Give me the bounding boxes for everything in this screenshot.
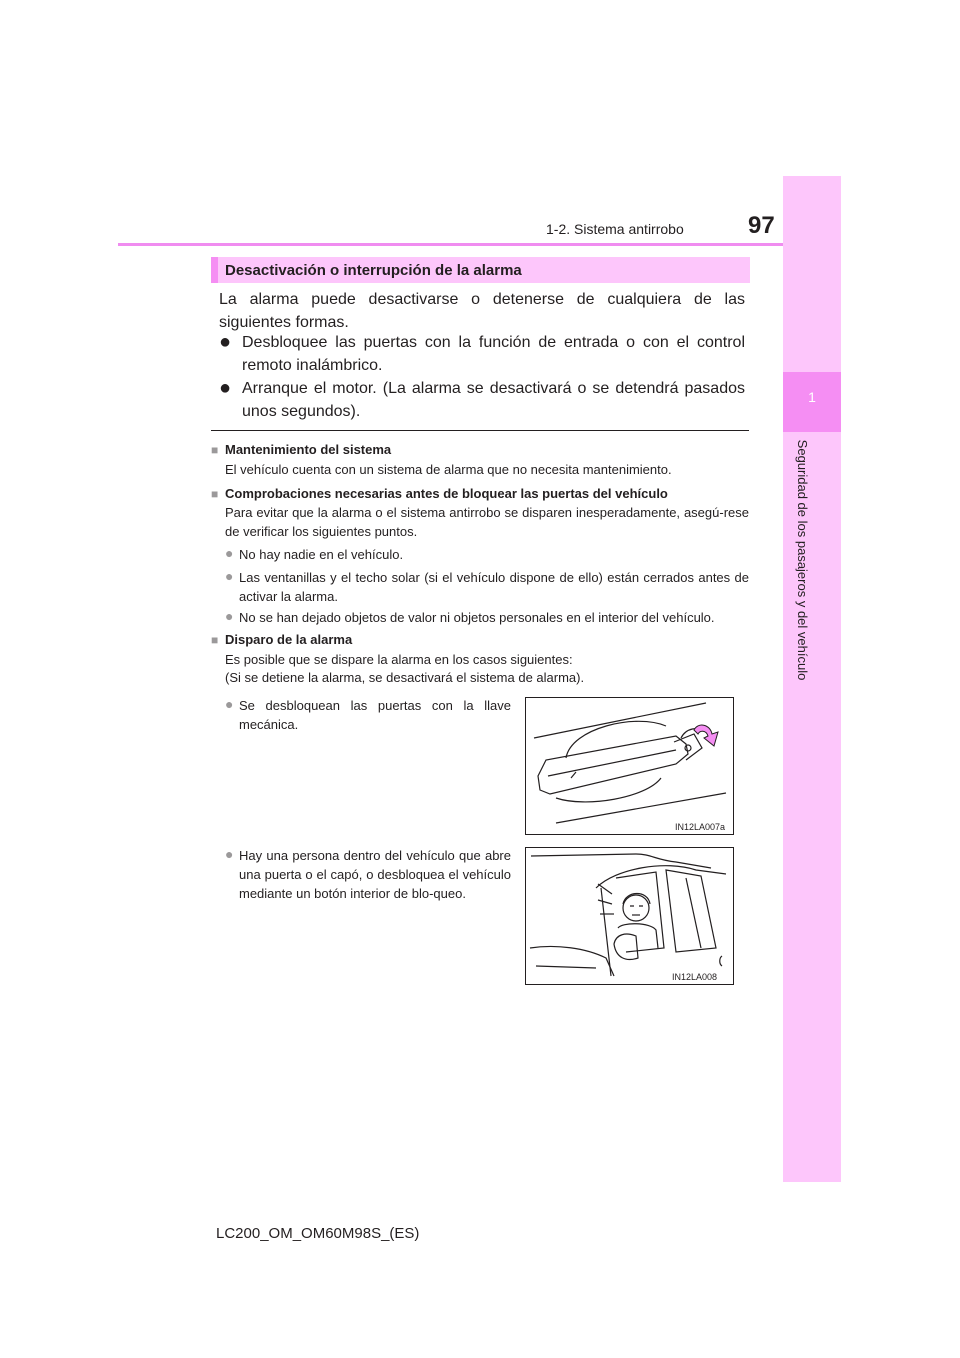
section-divider (211, 430, 749, 431)
page-number: 97 (748, 212, 775, 239)
figure-code: IN12LA007a (674, 822, 725, 832)
note-heading: Disparo de la alarma (225, 632, 353, 647)
section-intro: La alarma puede desactivarse o detenerse de cualquiera de las siguientes formas. (219, 291, 745, 331)
bullet-icon: ● (225, 846, 234, 862)
check-item: No hay nadie en el vehículo. (239, 547, 404, 562)
note-text: Para evitar que la alarma o el sistema antirrobo se disparen inesperadamente, asegú-rese de verificar los siguientes puntos. (225, 505, 749, 539)
bullet-item: Arranque el motor. (La alarma se desactivará o se detendrá pasados unos segundos). (242, 380, 745, 420)
bullet-icon: ● (225, 568, 234, 584)
person-in-car-icon (526, 848, 733, 984)
chapter-title: Seguridad de los pasajeros y del vehículo (795, 439, 810, 681)
section-heading-accent (211, 257, 218, 283)
running-header-section: 1-2. Sistema antirrobo (546, 221, 684, 237)
note-text: Es posible que se dispare la alarma en los casos siguientes: (225, 652, 573, 667)
door-handle-key-icon (526, 698, 733, 834)
bullet-item: Desbloquee las puertas con la función de entrada o con el control remoto inalámbrico. (242, 334, 745, 374)
trigger-item: Hay una persona dentro del vehículo que abre una puerta o el capó, o desbloquea el vehículo mediante un botón interior de blo-queo. (239, 848, 511, 901)
check-item: Las ventanillas y el techo solar (si el vehículo dispone de ello) están cerrados antes de activar la alarma. (239, 570, 749, 604)
bullet-icon: ● (225, 545, 234, 561)
note-text: (Si se detiene la alarma, se desactivará el sistema de alarma). (225, 670, 585, 685)
square-bullet-icon: ■ (211, 443, 219, 457)
bullet-icon: ● (225, 696, 234, 712)
check-item: No se han dejado objetos de valor ni objetos personales en el interior del vehículo. (239, 610, 715, 625)
note-heading: Comprobaciones necesarias antes de bloquear las puertas del vehículo (225, 486, 668, 501)
bullet-icon: ● (219, 331, 232, 353)
square-bullet-icon: ■ (211, 487, 219, 501)
note-heading: Mantenimiento del sistema (225, 442, 392, 457)
person-in-car-illustration (525, 847, 734, 985)
header-rule (118, 243, 840, 246)
trigger-item: Se desbloquean las puertas con la llave mecánica. (239, 698, 511, 732)
note-text: El vehículo cuenta con un sistema de alarma que no necesita mantenimiento. (225, 462, 672, 477)
bullet-icon: ● (225, 608, 234, 624)
document-code: LC200_OM_OM60M98S_(ES) (216, 1225, 420, 1242)
chapter-number: 1 (808, 389, 816, 405)
section-heading: Desactivación o interrupción de la alarma (225, 262, 522, 279)
bullet-icon: ● (219, 377, 232, 399)
door-handle-illustration (525, 697, 734, 835)
figure-code: IN12LA008 (671, 972, 717, 982)
square-bullet-icon: ■ (211, 633, 219, 647)
